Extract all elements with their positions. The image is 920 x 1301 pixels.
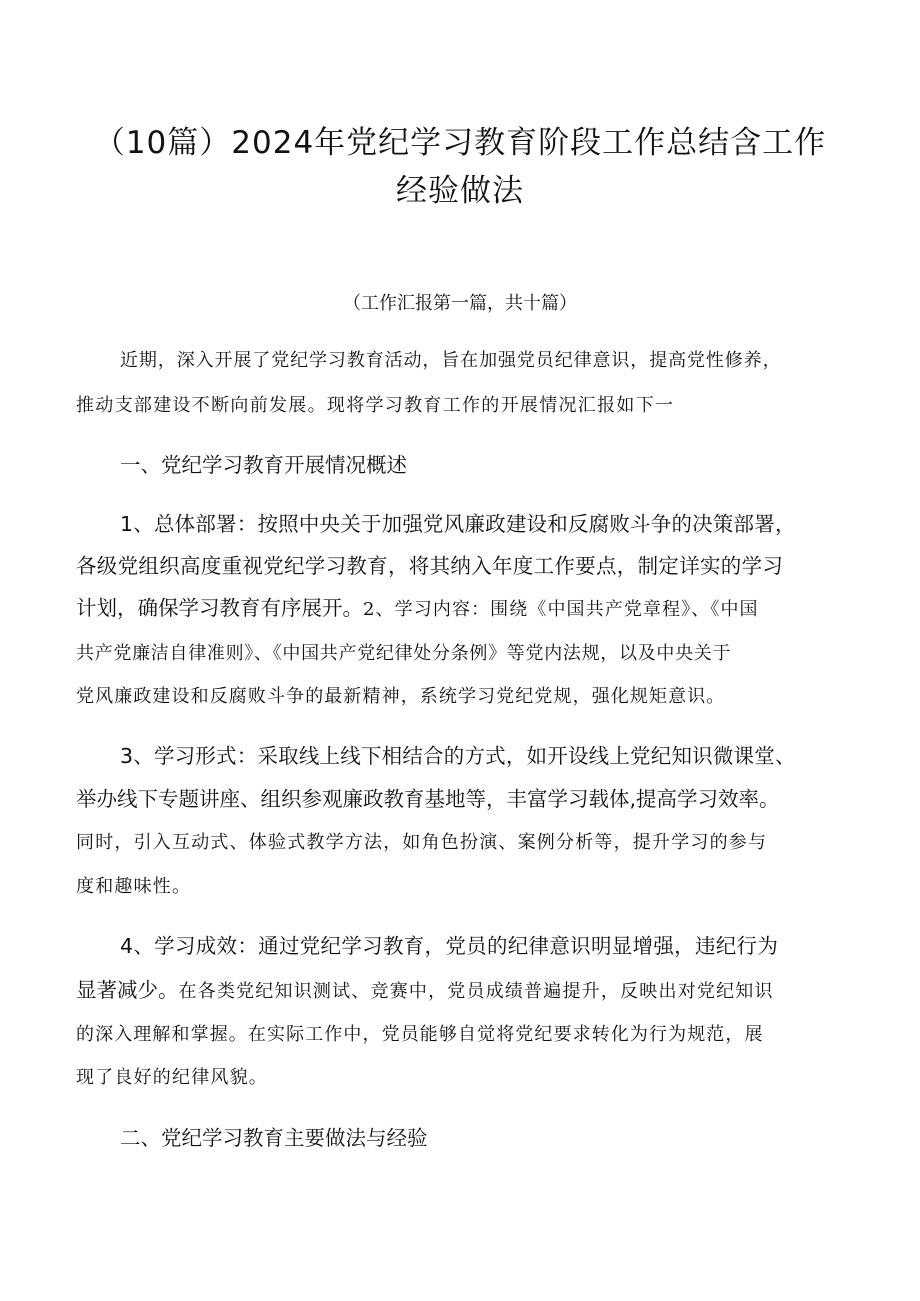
section-heading-1: 一、党纪学习教育开展情况概述 <box>120 453 407 477</box>
item-3-line-2: 举办线下专题讲座、组织参观廉政教育基地等，丰富学习载体,提高学习效率。 <box>76 787 780 811</box>
document-title-line-2: 经验做法 <box>396 173 524 209</box>
item-4-line-2-part-a: 显著减少。 <box>76 978 179 1002</box>
item-4-line-3: 的深入理解和掌握。在实际工作中，党员能够自觉将党纪要求转化为行为规范，展 <box>76 1024 764 1045</box>
item-4-line-2-part-b: 在各类党纪知识测试、竞赛中，党员成绩普遍提升，反映出对党纪知识 <box>178 981 774 1002</box>
item-4-line-4: 现了良好的纪律风貌。 <box>76 1067 268 1088</box>
item-3-line-4: 度和趣味性。 <box>76 876 192 897</box>
item-1-line-4: 共产党廉洁自律准则》、《中国共产党纪律处分条例》等党内法规，以及中央关于 <box>76 643 732 664</box>
intro-line-1: 近期，深入开展了党纪学习教育活动，旨在加强党员纪律意识，提高党性修养， <box>120 350 782 371</box>
item-4-line-1: 4、学习成效：通过党纪学习教育，党员的纪律意识明显增强，违纪行为 <box>120 934 779 958</box>
intro-line-2: 推动支部建设不断向前发展。现将学习教育工作的开展情况汇报如下一 <box>76 395 675 416</box>
item-4-line-2 <box>76 980 774 1001</box>
item-1-line-1: 1、总体部署：按照中央关于加强党风廉政建设和反腐败斗争的决策部署， <box>120 512 796 536</box>
item-1-line-5: 党风廉政建设和反腐败斗争的最新精神，系统学习党纪党规，强化规矩意识。 <box>76 686 726 707</box>
section-heading-2: 二、党纪学习教育主要做法与经验 <box>120 1126 428 1150</box>
item-1-line-3-part-b: 2、学习内容：围绕《中国共产党章程》、《中国 <box>363 599 759 620</box>
document-title-line-1: （10篇）2024年党纪学习教育阶段工作总结含工作 <box>93 125 827 161</box>
item-1-line-2: 各级党组织高度重视党纪学习教育，将其纳入年度工作要点，制定详实的学习 <box>76 554 784 578</box>
item-1-line-3-part-a: 计划，确保学习教育有序展开。 <box>76 596 363 620</box>
item-3-line-3: 同时，引入互动式、体验式教学方法，如角色扮演、案例分析等，提升学习的参与 <box>76 832 768 853</box>
document-subtitle: （工作汇报第一篇，共十篇） <box>343 293 577 314</box>
item-3-line-1: 3、学习形式：采取线上线下相结合的方式，如开设线上党纪知识微课堂、 <box>120 744 796 768</box>
item-1-line-3 <box>76 598 759 619</box>
